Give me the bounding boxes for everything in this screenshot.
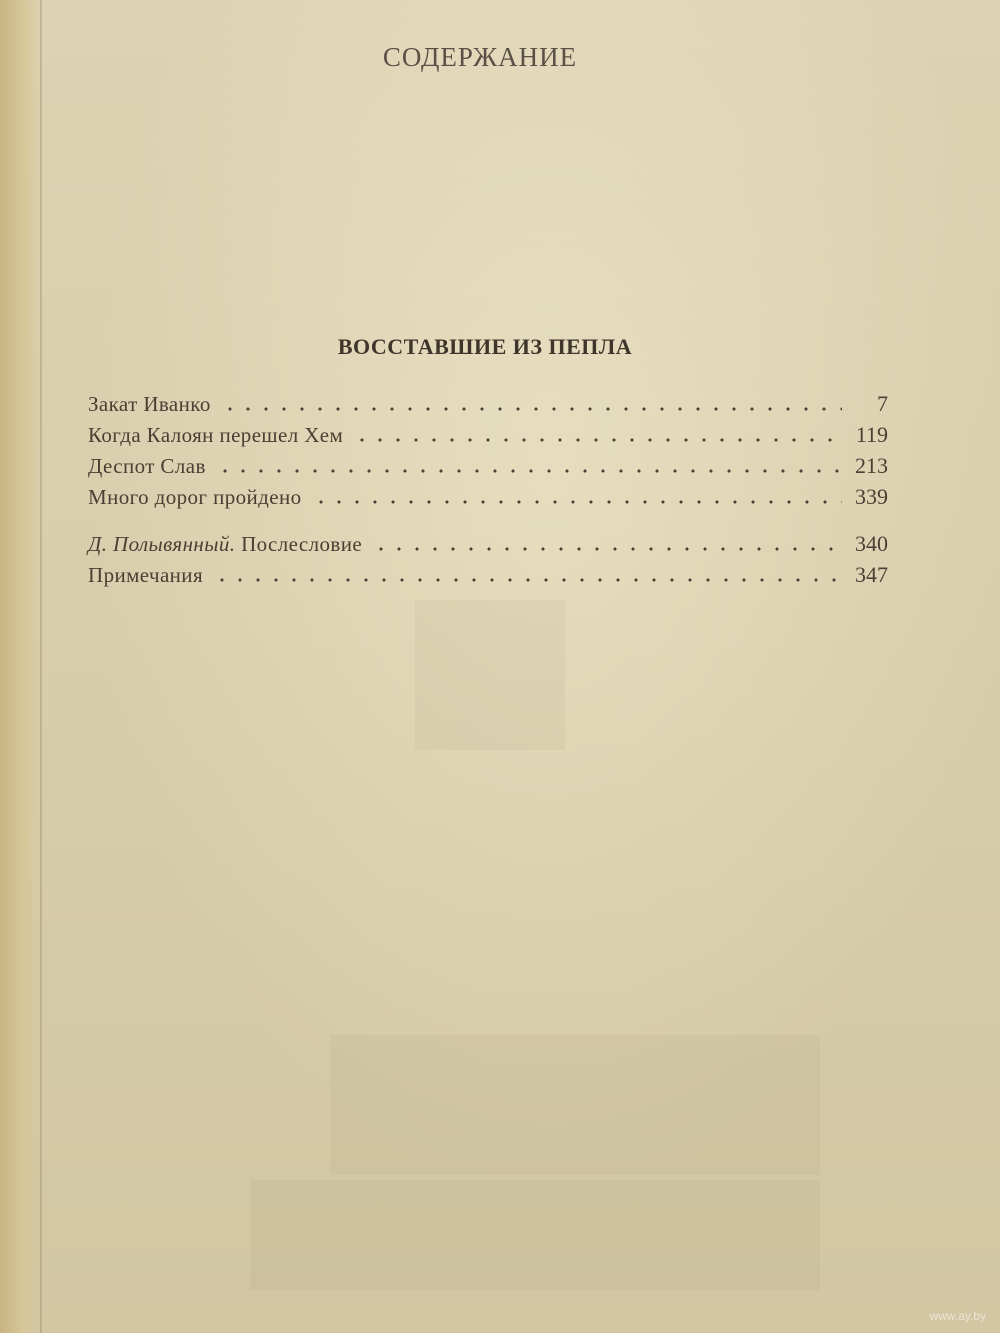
toc-entry-title: Много дорог пройдено: [88, 485, 302, 509]
toc-main-list: [88, 385, 888, 509]
toc-entry-page: 213: [855, 453, 888, 478]
show-through-block: [250, 1180, 820, 1290]
toc-leader-dots: [372, 547, 842, 551]
toc-leader-dots: [213, 578, 842, 582]
toc-entry-page: 119: [855, 422, 888, 447]
gutter-edge: [40, 0, 42, 1333]
show-through-block: [415, 600, 565, 750]
contents-heading: СОДЕРЖАНИЕ: [382, 42, 578, 72]
toc-entry-title: Деспот Слав: [88, 454, 206, 478]
toc-entry: [88, 447, 888, 478]
toc-entry: [88, 478, 888, 509]
toc-entry-title: Примечания: [88, 563, 204, 587]
toc-leader-dots: [216, 469, 842, 473]
book-title: ВОССТАВШИЕ ИЗ ПЕПЛА: [337, 334, 633, 359]
toc-entry-title-text: Послесловие: [241, 532, 363, 556]
toc-entry-title: Когда Калоян перешел Хем: [88, 423, 344, 447]
toc-entry: [88, 556, 888, 587]
toc-entry-author: Д. Полывянный.: [88, 532, 236, 556]
toc-entry-page: 339: [855, 484, 888, 509]
toc-extra-list: [88, 525, 888, 587]
toc-entry: [88, 416, 888, 447]
toc-entry-page: 340: [855, 531, 888, 556]
toc-entry-page: 7: [877, 391, 888, 416]
toc-leader-dots: [353, 438, 842, 442]
site-watermark: www.ay.by: [929, 1309, 986, 1323]
page-gutter: [0, 0, 42, 1333]
toc-entry-page: 347: [855, 562, 888, 587]
toc-leader-dots: [312, 500, 842, 504]
toc-entry: [88, 525, 888, 556]
toc-entry: [88, 385, 888, 416]
show-through-block: [330, 1035, 820, 1175]
toc-leader-dots: [221, 407, 842, 411]
toc-entry-title: [88, 532, 362, 556]
toc-entry-title: Закат Иванко: [88, 392, 211, 416]
